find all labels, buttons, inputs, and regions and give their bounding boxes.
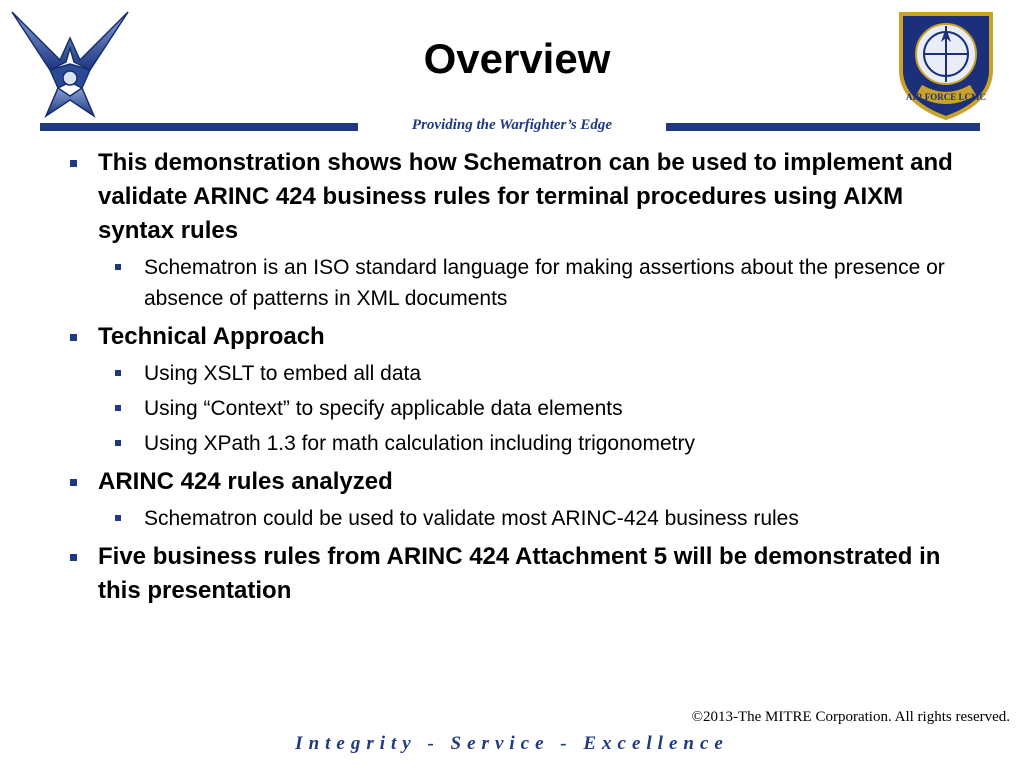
sub-bullet-item: Using XSLT to embed all data (62, 358, 962, 389)
square-bullet-icon (70, 160, 77, 167)
bullet-item: Technical Approach (62, 320, 962, 354)
sub-bullet-item: Schematron could be used to validate most ARINC-424 business rules (62, 503, 962, 534)
sub-bullet-item: Using “Context” to specify applicable data elements (62, 393, 962, 424)
sub-bullet-item: Schematron is an ISO standard language for making assertions about the presence or absence of patterns in XML documents (62, 252, 962, 314)
square-bullet-icon (115, 515, 121, 521)
bullet-item: This demonstration shows how Schematron can be used to implement and validate ARINC 424 business rules for terminal procedures using AIXM syntax rules (62, 146, 962, 248)
shield-label: AIR FORCE LCMC (906, 92, 986, 102)
bullet-item: ARINC 424 rules analyzed (62, 465, 962, 499)
square-bullet-icon (115, 370, 121, 376)
slide-body (62, 142, 962, 608)
bullet-item: Five business rules from ARINC 424 Attachment 5 will be demonstrated in this presentation (62, 540, 962, 608)
sub-bullet-item: Using XPath 1.3 for math calculation including trigonometry (62, 428, 962, 459)
square-bullet-icon (70, 334, 77, 341)
copyright-notice: ©2013-The MITRE Corporation. All rights reserved. (691, 709, 1010, 725)
header-rule-right (666, 123, 980, 131)
air-force-lcmc-shield-icon (893, 6, 999, 122)
tagline: Providing the Warfighter’s Edge (411, 117, 613, 133)
slide-title: Overview (423, 35, 611, 82)
square-bullet-icon (115, 405, 121, 411)
square-bullet-icon (115, 264, 121, 270)
square-bullet-icon (70, 554, 77, 561)
header-rule-left (40, 123, 358, 131)
footer-motto: Integrity - Service - Excellence (295, 733, 729, 754)
square-bullet-icon (115, 440, 121, 446)
square-bullet-icon (70, 479, 77, 486)
